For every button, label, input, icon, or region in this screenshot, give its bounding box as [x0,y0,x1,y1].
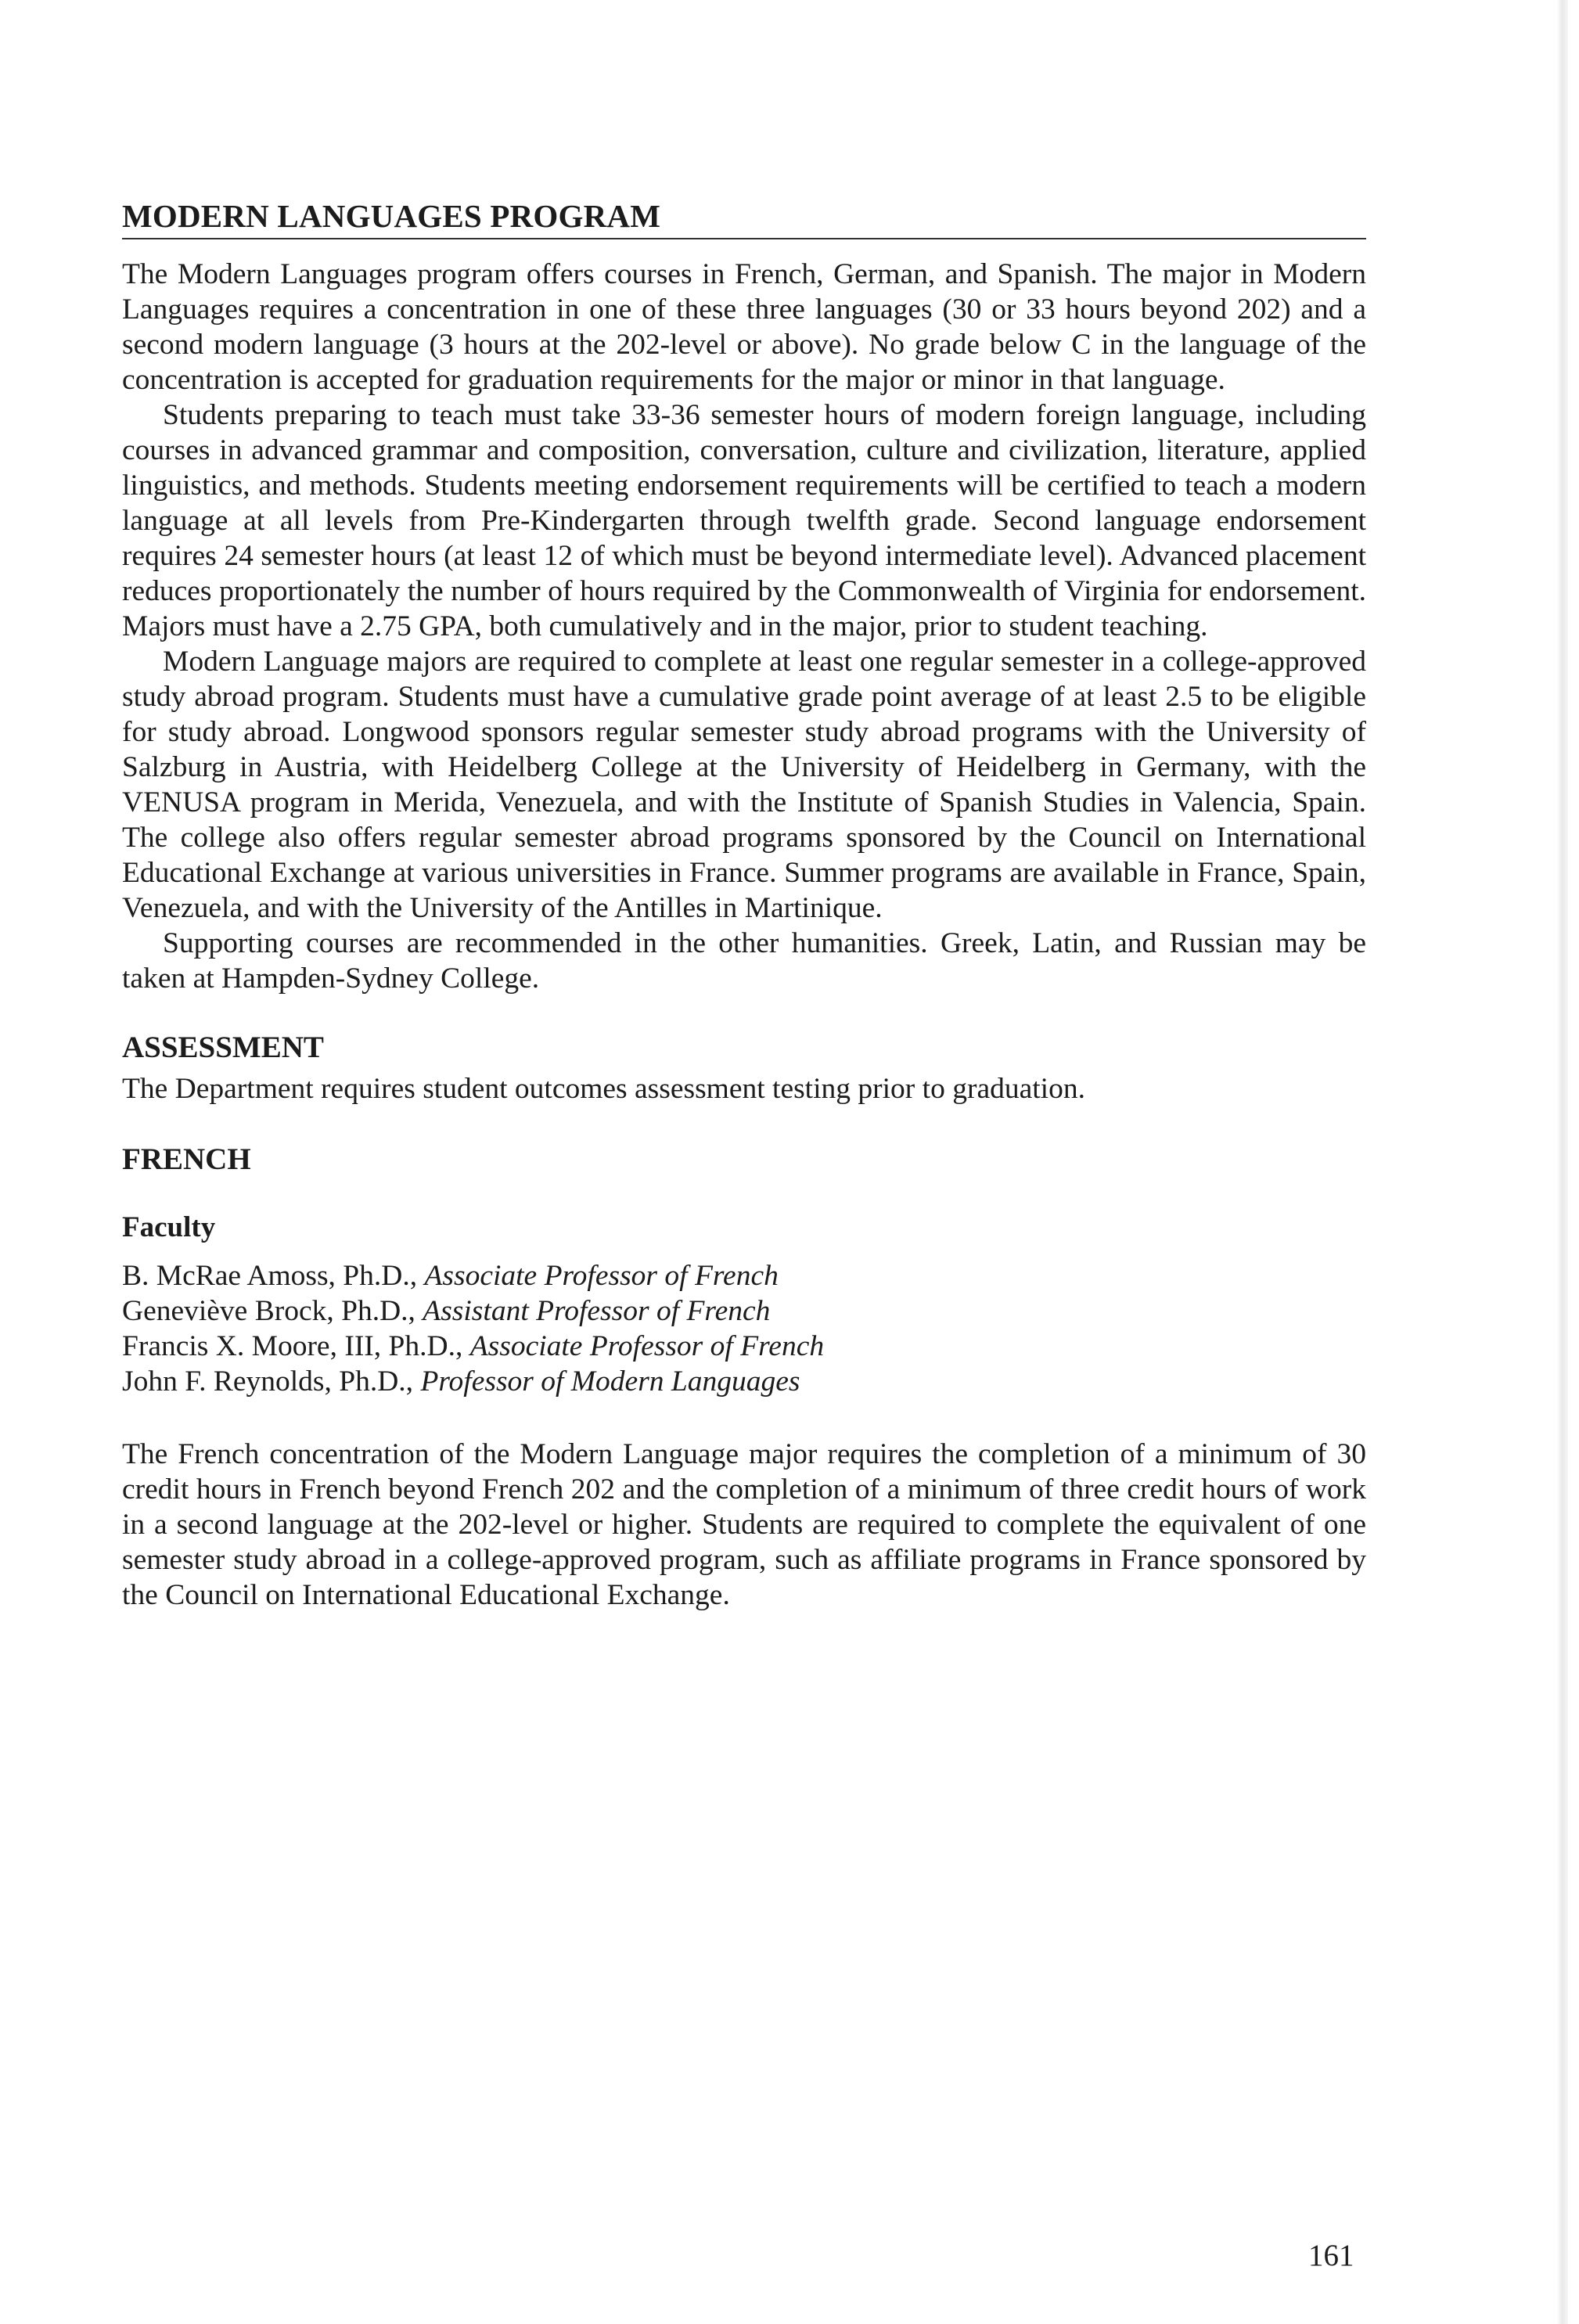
page-edge-shadow [1557,0,1568,2324]
faculty-name: Francis X. Moore, III, Ph.D., [122,1330,463,1362]
program-paragraph-2: Students preparing to teach must take 33-36 semester hours of modern foreign language, including courses in advanced grammar and composition, conversation, culture and civilization, literature, applied linguistics, and methods. Students meeting endorsement requirements will be certified to teach a modern language at all levels from Pre-Kindergarten through twelfth grade. Second language endorsement requires 24 semester hours (at least 12 of which must be beyond intermediate level). Advanced placement reduces proportionately the number of hours required by the Commonwealth of Virginia for endorsement. Majors must have a 2.75 GPA, both cumulatively and in the major, prior to student teaching. [122,399,1366,642]
program-paragraph-4: Supporting courses are recommended in the other humanities. Greek, Latin, and Russian may be taken at Hampden-Sydney College. [122,927,1366,995]
assessment-heading: ASSESSMENT [122,1031,324,1064]
section-title: MODERN LANGUAGES PROGRAM [122,196,1366,239]
program-description [122,257,1366,996]
faculty-title: Professor of Modern Languages [420,1365,800,1398]
assessment-text: The Department requires student outcomes assessment testing prior to graduation. [122,1073,1085,1105]
faculty-heading: Faculty [122,1211,216,1243]
faculty-name: Geneviève Brock, Ph.D., [122,1295,415,1327]
program-paragraph-1: The Modern Languages program offers courses in French, German, and Spanish. The major in Modern Languages requires a concentration in one of these three languages (30 or 33 hours beyond 202) and a second modern language (3 hours at the 202-level or above). No grade below C in the language of the concentration is accepted for graduation requirements for the major or minor in that language. [122,258,1366,396]
faculty-title: Associate Professor of French [469,1330,825,1362]
faculty-item [122,1258,1366,1293]
page-content [122,196,1366,1613]
faculty-title: Associate Professor of French [424,1260,779,1292]
faculty-name: B. McRae Amoss, Ph.D., [122,1260,418,1292]
faculty-item [122,1364,1366,1399]
faculty-name: John F. Reynolds, Ph.D., [122,1365,414,1398]
faculty-item [122,1329,1366,1364]
french-heading: FRENCH [122,1142,251,1176]
faculty-item [122,1293,1366,1329]
program-paragraph-3: Modern Language majors are required to complete at least one regular semester in a college-approved study abroad program. Students must have a cumulative grade point average of at least 2.5 to be eligible for study abroad. Longwood sponsors regular semester study abroad programs with the University of Salzburg in Austria, with Heidelberg College at the University of Heidelberg in Germany, with the VENUSA program in Merida, Venezuela, and with the Institute of Spanish Studies in Valencia, Spain. The college also offers regular semester abroad programs sponsored by the Council on International Educational Exchange at various universities in France. Summer programs are available in France, Spain, Venezuela, and with the University of the Antilles in Martinique. [122,646,1366,924]
page-number: 161 [1308,2239,1354,2272]
french-concentration-text: The French concentration of the Modern Language major requires the completion of a minimum of 30 credit hours in French beyond French 202 and the completion of a minimum of three credit hours of work in a second language at the 202-level or higher. Students are required to complete the equivalent of one semester study abroad in a college-approved program, such as affiliate programs in France sponsored by the Council on International Educational Exchange. [122,1438,1366,1611]
faculty-list [122,1258,1366,1399]
faculty-title: Assistant Professor of French [423,1295,771,1327]
